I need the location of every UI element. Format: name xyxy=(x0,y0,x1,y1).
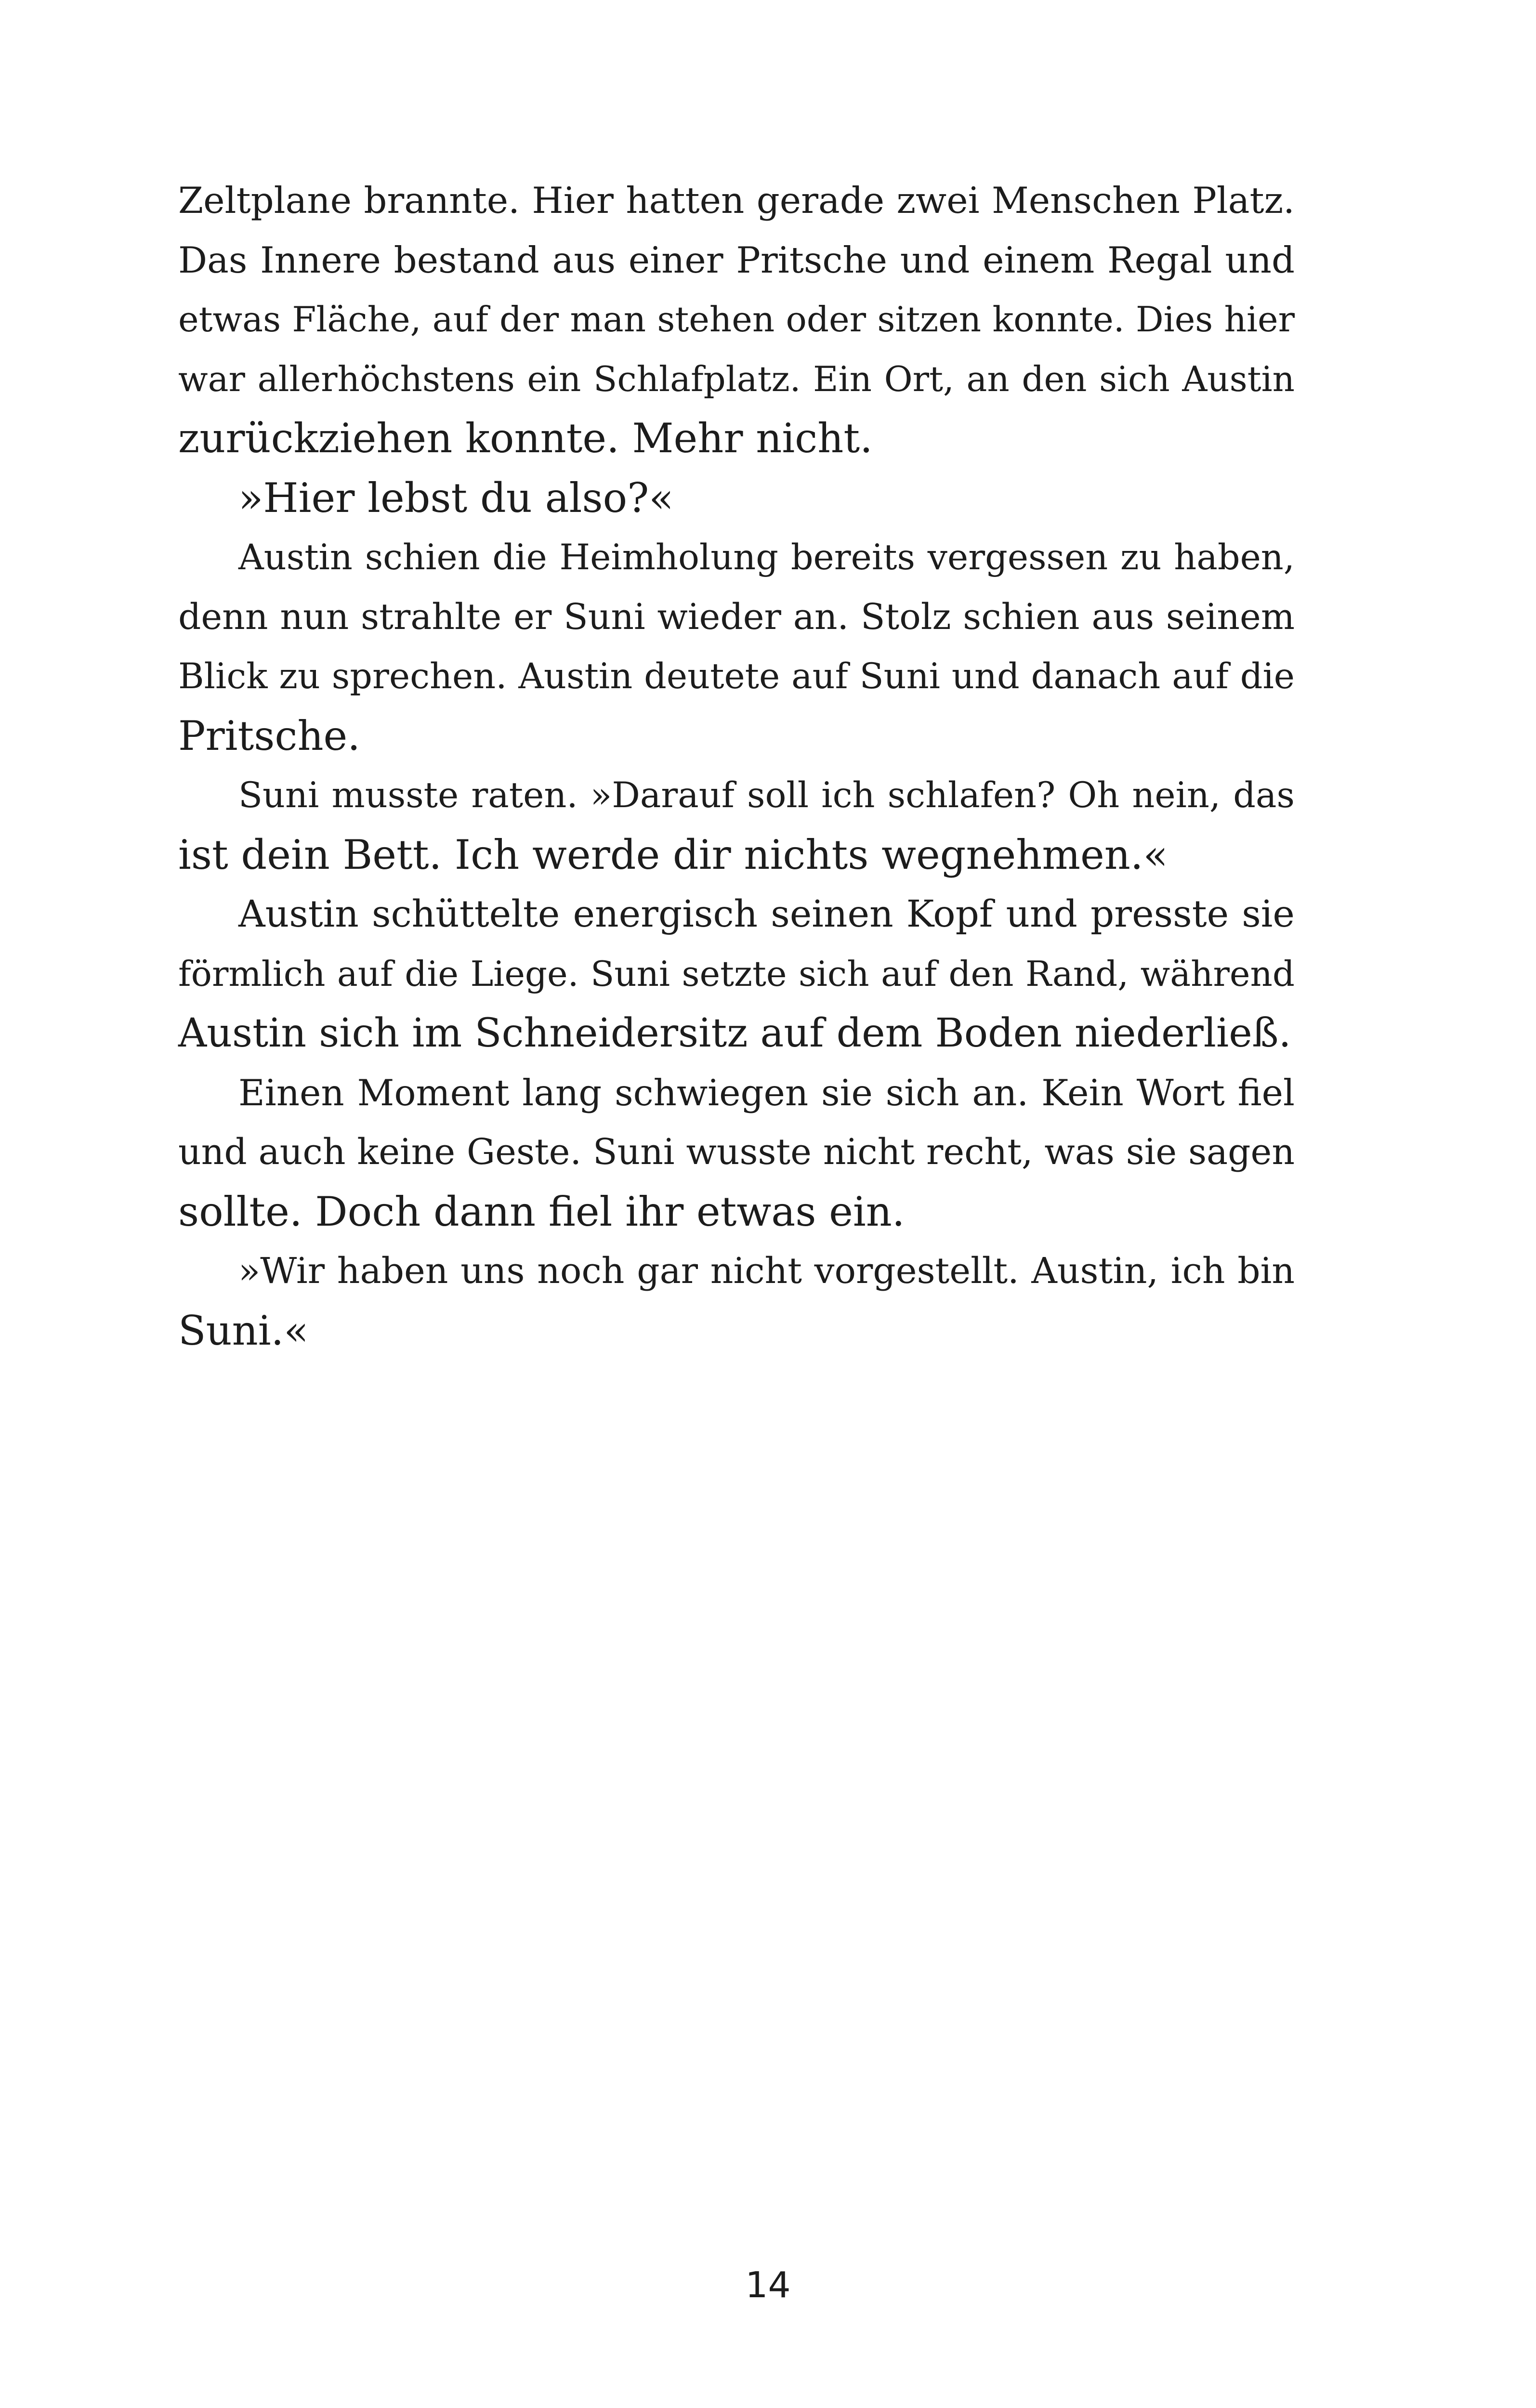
text-line: zurückziehen konnte. Mehr nicht. xyxy=(178,415,873,462)
text-line: Suni.« xyxy=(178,1307,309,1354)
text-line: ist dein Bett. Ich werde dir nichts wegnehmen.« xyxy=(178,831,1168,878)
text-line: Das Innere bestand aus einer Pritsche und einem Regal und xyxy=(178,238,1295,281)
page-number: 14 xyxy=(745,2264,791,2306)
text-line: Einen Moment lang schwiegen sie sich an. Kein Wort fiel xyxy=(238,1071,1295,1114)
text-line: »Wir haben uns noch gar nicht vorgestellt. Austin, ich bin xyxy=(238,1250,1295,1292)
text-line: Austin sich im Schneidersitz auf dem Boden niederließ. xyxy=(178,1010,1291,1056)
text-line: »Hier lebst du also?« xyxy=(238,474,674,522)
body-text xyxy=(178,171,1295,1361)
text-line: Suni musste raten. »Darauf soll ich schlafen? Oh nein, das xyxy=(238,775,1295,816)
text-line: förmlich auf die Liege. Suni setzte sich auf den Rand, während xyxy=(178,953,1295,994)
text-line: Pritsche. xyxy=(178,712,360,759)
text-line: etwas Fläche, auf der man stehen oder sitzen konnte. Dies hier xyxy=(178,299,1295,340)
text-line: war allerhöchstens ein Schlafplatz. Ein Ort, an den sich Austin xyxy=(178,358,1295,399)
text-line: Austin schien die Heimholung bereits vergessen zu haben, xyxy=(238,537,1295,578)
text-line: Austin schüttelte energisch seinen Kopf und presste sie xyxy=(238,893,1295,936)
text-line: denn nun strahlte er Suni wieder an. Stolz schien aus seinem xyxy=(178,596,1295,638)
text-line: sollte. Doch dann fiel ihr etwas ein. xyxy=(178,1188,905,1235)
text-line: und auch keine Geste. Suni wusste nicht recht, was sie sagen xyxy=(178,1131,1295,1173)
text-line: Blick zu sprechen. Austin deutete auf Suni und danach auf die xyxy=(178,656,1295,697)
text-line: Zeltplane brannte. Hier hatten gerade zwei Menschen Platz. xyxy=(178,179,1295,222)
